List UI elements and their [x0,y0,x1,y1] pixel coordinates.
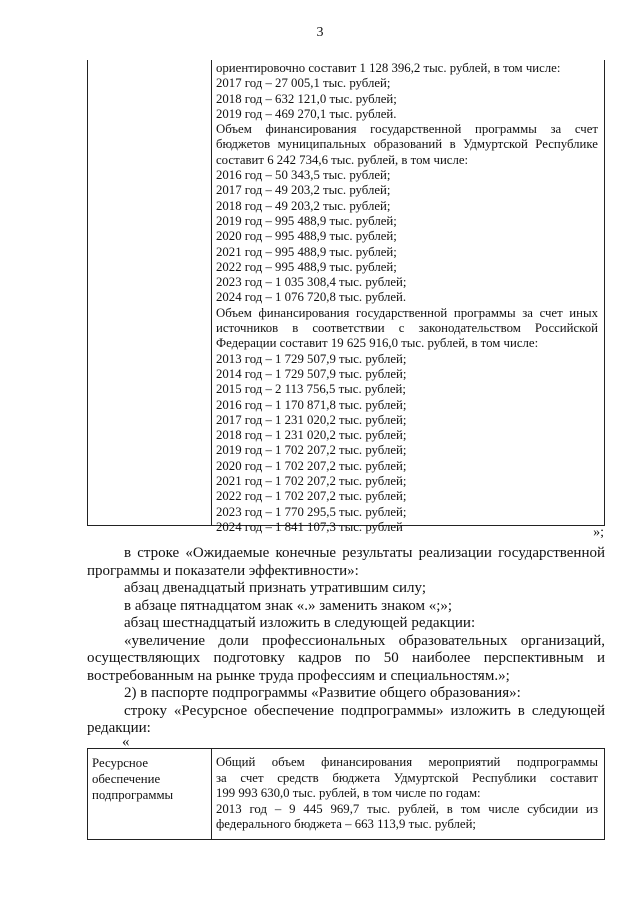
table-line: 2022 год – 995 488,9 тыс. рублей; [216,259,397,274]
table-line: 2020 год – 1 702 207,2 тыс. рублей; [216,458,407,473]
table-line: источников в соответствии с законодательством Российской [216,321,598,336]
financing-table-content [216,61,598,535]
paragraph: абзац шестнадцатый изложить в следующей редакции: [124,615,476,631]
table-line: составит 6 242 734,6 тыс. рублей, в том числе: [216,152,469,167]
table-line: 2018 год – 49 203,2 тыс. рублей; [216,198,391,213]
table-line: 2014 год – 1 729 507,9 тыс. рублей; [216,366,407,381]
table-line: 2022 год – 1 702 207,2 тыс. рублей; [216,489,407,504]
resource-table [87,748,605,840]
table-line: 2013 год – 9 445 969,7 тыс. рублей, в том числе субсидии из [216,801,598,816]
table-line: 2013 год – 1 729 507,9 тыс. рублей; [216,351,407,366]
paragraph: в строке «Ожидаемые конечные результаты реализации государственной программы и показатели эффективности»: [87,545,605,579]
paragraph: «увеличение доли профессиональных образовательных организаций, осуществляющих подготовку кадров по 50 наиболее перспективным и востребованным на рынке труда профессиям и специальностям.»; [87,632,605,684]
table-line: Федерации составит 19 625 916,0 тыс. рублей, в том числе: [216,336,539,351]
resource-table-label [92,755,207,803]
table-line: 2024 год – 1 841 107,3 тыс. рублей [216,519,403,534]
table-line: 2015 год – 2 113 756,5 тыс. рублей; [216,382,406,397]
label-line: подпрограммы [92,788,174,802]
table-line: 2019 год – 995 488,9 тыс. рублей; [216,213,397,228]
table-line: 2019 год – 469 270,1 тыс. рублей. [216,106,397,121]
table-line: 2021 год – 995 488,9 тыс. рублей; [216,244,397,259]
table-line: федерального бюджета – 663 113,9 тыс. рублей; [216,817,476,831]
table-line: бюджетов муниципальных образований в Удмуртской Республике [216,137,598,152]
table-line: 2023 год – 1 770 295,5 тыс. рублей; [216,504,407,519]
closing-quote: »; [593,525,604,540]
resource-table-content [216,755,598,833]
table-line: 2018 год – 632 121,0 тыс. рублей; [216,91,397,106]
table-line: за счет средств бюджета Удмуртской Республики составит [216,770,598,785]
table-line: Объем финансирования государственной программы за счет [216,122,598,137]
table-line: 199 993 630,0 тыс. рублей, в том числе по годам: [216,786,481,800]
table-line: 2021 год – 1 702 207,2 тыс. рублей; [216,474,407,489]
label-line: Ресурсное [92,756,149,770]
label-line: обеспечение [92,772,161,786]
table-column-divider [211,749,212,839]
table-line: 2023 год – 1 035 308,4 тыс. рублей; [216,275,407,290]
table-line: 2016 год – 1 170 871,8 тыс. рублей; [216,397,407,412]
table-column-divider [211,60,212,525]
table-line: ориентировочно составит 1 128 396,2 тыс. рублей, в том числе: [216,61,561,75]
opening-quote: « [122,734,130,750]
paragraph: в абзаце пятнадцатом знак «.» заменить знаком «;»; [124,597,453,614]
table-line: 2018 год – 1 231 020,2 тыс. рублей; [216,428,407,443]
table-line: 2024 год – 1 076 720,8 тыс. рублей. [216,290,407,305]
table-line: 2017 год – 49 203,2 тыс. рублей; [216,183,391,198]
paragraph: строку «Ресурсное обеспечение подпрограммы» изложить в следующей редакции: [87,702,605,736]
table-line: 2016 год – 50 343,5 тыс. рублей; [216,168,391,183]
paragraph: 2) в паспорте подпрограммы «Развитие общего образования»: [124,685,521,701]
table-line: 2020 год – 995 488,9 тыс. рублей; [216,229,397,244]
financing-table [87,60,605,534]
table-line: Общий объем финансирования мероприятий подпрограммы [216,755,598,769]
body-text [87,545,605,738]
table-line: 2017 год – 27 005,1 тыс. рублей; [216,76,391,91]
table-line: 2017 год – 1 231 020,2 тыс. рублей; [216,412,407,427]
paragraph: абзац двенадцатый признать утратившим силу; [124,580,427,596]
table-line: Объем финансирования государственной программы за счет иных [216,305,598,320]
table-line: 2019 год – 1 702 207,2 тыс. рублей; [216,443,407,458]
page-number: 3 [316,25,324,40]
